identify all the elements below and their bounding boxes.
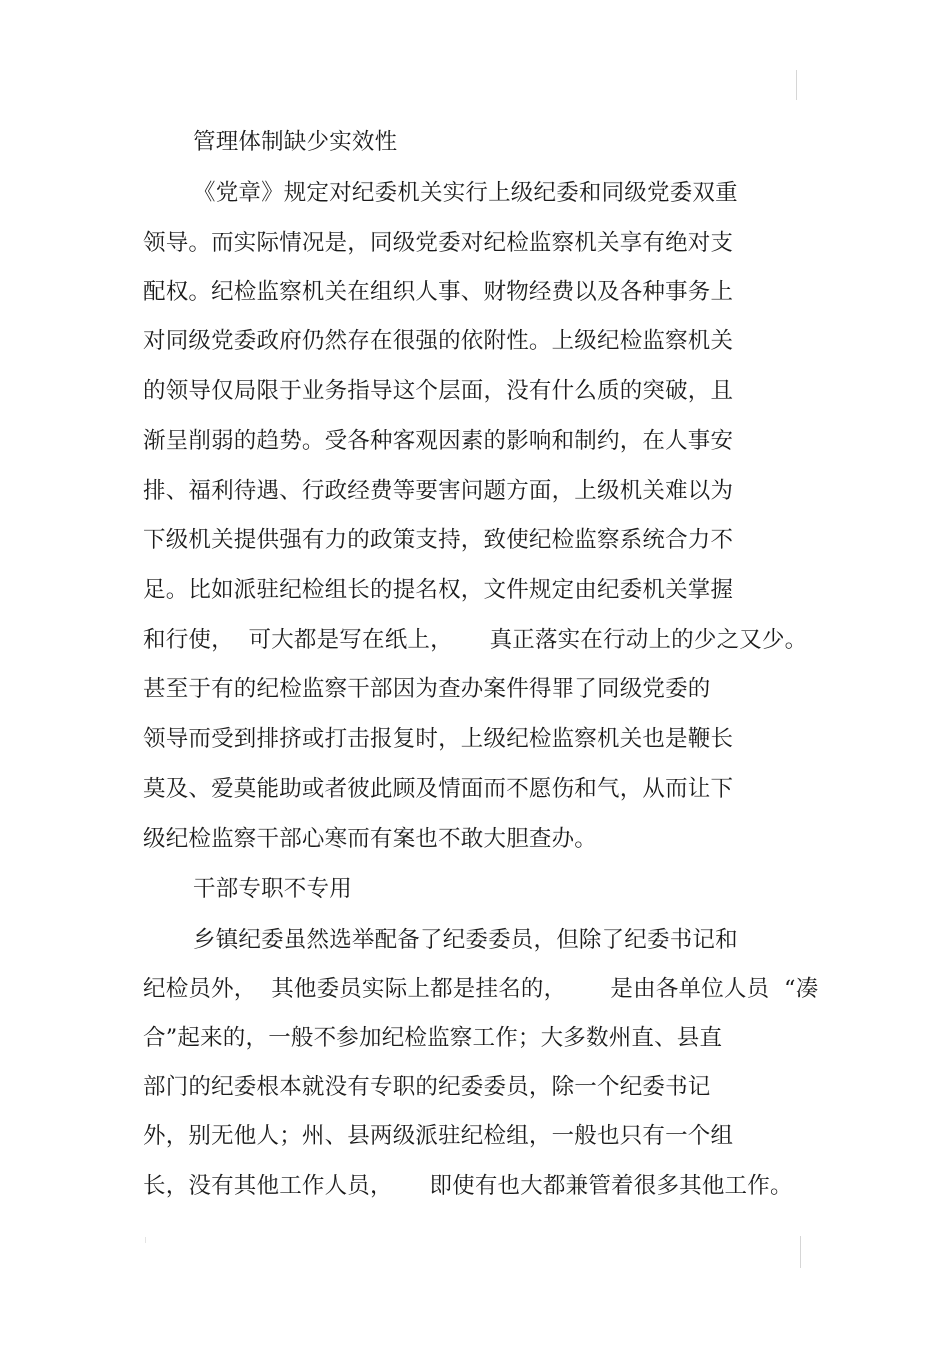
- paragraph-line: 级纪检监察干部心寒而有案也不敢大胆查办。: [143, 826, 598, 852]
- paragraph-line: 和行使， 可大都是写在纸上， 真正落实在行动上的少之又少。: [143, 627, 808, 653]
- paragraph-line: 下级机关提供强有力的政策支持，致使纪检监察系统合力不: [143, 527, 734, 553]
- paragraph-line: 足。比如派驻纪检组长的提名权，文件规定由纪委机关掌握: [143, 577, 734, 603]
- paragraph-line: 外，别无他人；州、县两级派驻纪检组，一般也只有一个组: [143, 1123, 734, 1149]
- paragraph-line: 莫及、爱莫能助或者彼此顾及情面而不愿伤和气，从而让下: [143, 776, 734, 802]
- page-edge-mark-top: [796, 70, 797, 100]
- section-heading: 管理体制缺少实效性: [193, 129, 398, 155]
- paragraph-line: 《党章》规定对纪委机关实行上级纪委和同级党委双重: [193, 180, 738, 206]
- page-edge-mark-corner: [145, 1237, 146, 1243]
- paragraph-line: 纪检员外， 其他委员实际上都是挂名的， 是由各单位人员 “凑: [143, 976, 819, 1002]
- paragraph-line: 甚至于有的纪检监察干部因为查办案件得罪了同级党委的: [143, 676, 711, 702]
- paragraph-line: 对同级党委政府仍然存在很强的依附性。上级纪检监察机关: [143, 328, 734, 354]
- section-heading: 干部专职不专用: [193, 876, 352, 902]
- paragraph-line: 的领导仅局限于业务指导这个层面，没有什么质的突破，且: [143, 378, 734, 404]
- page-edge-mark-bottom: [800, 1236, 801, 1268]
- paragraph-line: 部门的纪委根本就没有专职的纪委委员，除一个纪委书记: [143, 1074, 711, 1100]
- paragraph-line: 长，没有其他工作人员， 即使有也大都兼管着很多其他工作。: [143, 1173, 793, 1199]
- paragraph-line: 排、福利待遇、行政经费等要害问题方面，上级机关难以为: [143, 478, 734, 504]
- paragraph-line: 配权。纪检监察机关在组织人事、财物经费以及各种事务上: [143, 279, 734, 305]
- paragraph-line: 领导。而实际情况是，同级党委对纪检监察机关享有绝对支: [143, 230, 734, 256]
- paragraph-line: 领导而受到排挤或打击报复时，上级纪检监察机关也是鞭长: [143, 726, 734, 752]
- paragraph-line: 合”起来的，一般不参加纪检监察工作；大多数州直、县直: [143, 1025, 723, 1051]
- paragraph-line: 乡镇纪委虽然选举配备了纪委委员，但除了纪委书记和: [193, 927, 738, 953]
- paragraph-line: 渐呈削弱的趋势。受各种客观因素的影响和制约，在人事安: [143, 428, 734, 454]
